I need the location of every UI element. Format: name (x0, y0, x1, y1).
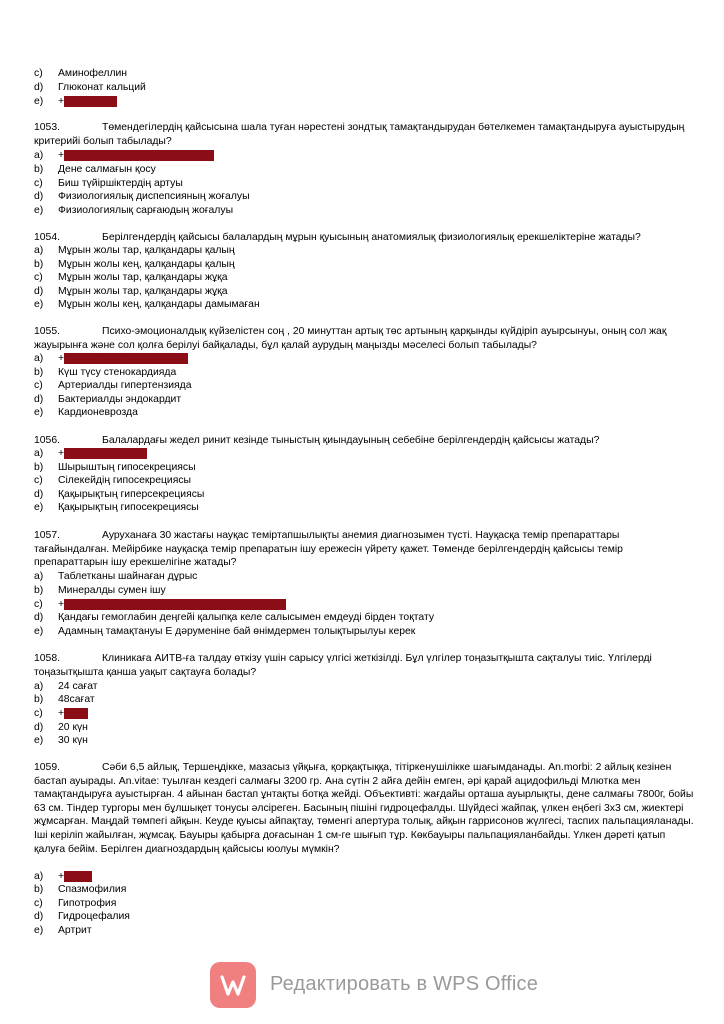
option-letter: a) (34, 245, 44, 256)
option-letter: e) (34, 626, 44, 637)
option-letter: a) (34, 871, 44, 882)
highlighted-answer: Миокард инфарктысында (64, 353, 189, 364)
option-letter: c) (34, 178, 43, 189)
answer-marker: + (58, 353, 65, 364)
option-text: Күш түсу стенокардияда (58, 367, 177, 378)
question-number: 1057. (34, 530, 61, 541)
option-text: Гипотрофия (58, 898, 117, 909)
option-letter: e) (34, 299, 44, 310)
highlighted-answer: Амброксол (64, 96, 118, 107)
option-text: Мұрын жолы тар, қалқандары жұқа (58, 272, 228, 283)
option-letter: c) (34, 599, 43, 610)
highlighted-answer: Таблетканы шайнамай түтікшемен жұту керек (64, 599, 287, 610)
option-letter: c) (34, 380, 43, 391)
option-letter: b) (34, 585, 44, 596)
option-text: 20 күн (58, 722, 88, 733)
wps-logo-icon (210, 962, 256, 1008)
option-text: Физиологиялық диспепсияның жоғалуы (58, 191, 250, 202)
option-letter: e) (34, 205, 44, 216)
question-1058 (34, 652, 694, 679)
option-text: Қақырықтың гиперсекрециясы (58, 489, 205, 500)
option-letter: b) (34, 367, 44, 378)
option-text: Кардионеврозда (58, 407, 138, 418)
option-letter: b) (34, 259, 44, 270)
answer-marker: + (58, 96, 65, 107)
option-letter: c) (34, 68, 43, 79)
option-text: Сілекейдің гипосекрециясы (58, 475, 192, 486)
option-text: Мұрын жолы тар, қалқандары жұқа (58, 286, 228, 297)
question-number: 1058. (34, 653, 61, 664)
option-text: 24 сағат (58, 681, 98, 692)
option-text: Шырыштың гипосекрециясы (58, 462, 196, 473)
option-letter: a) (34, 150, 44, 161)
option-letter: d) (34, 82, 44, 93)
option-letter: b) (34, 884, 44, 895)
answer-marker: + (58, 150, 65, 161)
highlighted-answer: Сору рефлексінің пайда болуы (64, 150, 214, 161)
question-1054 (34, 231, 694, 245)
option-letter: d) (34, 612, 44, 623)
option-letter: b) (34, 462, 44, 473)
answer-marker: + (58, 708, 65, 719)
option-letter: e) (34, 925, 44, 936)
option-text: Гидроцефалия (58, 911, 130, 922)
option-letter: d) (34, 191, 44, 202)
option-text: Минералды сумен ішу (58, 585, 166, 596)
option-letter: d) (34, 911, 44, 922)
edit-in-wps-button[interactable] (210, 962, 540, 1008)
option-letter: b) (34, 694, 44, 705)
option-text: Мұрын жолы кең, қалқандары дамымаған (58, 299, 260, 310)
option-letter: c) (34, 475, 43, 486)
option-text: Бактериалды эндокардит (58, 394, 182, 405)
option-text: Дене салмағын қосу (58, 164, 156, 175)
question-number: 1056. (34, 435, 61, 446)
question-1057 (34, 529, 694, 570)
option-text: 48сағат (58, 694, 95, 705)
option-letter: a) (34, 353, 44, 364)
option-text: Артрит (58, 925, 92, 936)
option-text: Биш түйіршіктердің артуы (58, 178, 183, 189)
question-text: Психо-эмоционалдық күйзелістен соң , 20 минуттан артық төс артының қарқынды күйдіріп ауырсынуы, оның сол жақ жауырынға және сол қолға берілуі байқалады, бұл қалай аурудың маңызды мәселесі болып табылады? (34, 326, 667, 351)
option-text: 30 күн (58, 735, 88, 746)
question-text: Ауруханаға 30 жастағы науқас теміртапшылықты анемия диагнозымен түсті. Науқасқа темір препараттары тағайындалған. Мейірбике науқасқа темір препаратын ішу ережесін үйрету қажет. Төменде берілгендердің қайсысы темір препараттарын ішу ерекшелігіне жатады? (34, 530, 623, 569)
question-1055 (34, 325, 694, 352)
option-letter: e) (34, 407, 44, 418)
option-letter: d) (34, 489, 44, 500)
question-1053 (34, 121, 694, 148)
question-number: 1053. (34, 122, 61, 133)
option-text: Артериалды гипертензияда (58, 380, 192, 391)
question-text: Клиникаға АИТВ-ға талдау өткізу үшін сарысу үлгісі жеткізілді. Бұл үлгілер тоңазытқышта сақталуы тиіс. Үлгілерді тоңазытқышта қанша уақыт сақтауға болады? (34, 653, 652, 678)
option-letter: c) (34, 708, 43, 719)
option-text: Аминофеллин (58, 68, 128, 79)
question-text: Балалардағы жедел ринит кезінде тыныстың қиындауының себебіне берілгендердің қайсысы жатады? (102, 435, 600, 446)
option-text: Адамның тамақтануы Е дәруменіне бай өнімдермен толықтырылуы керек (58, 626, 416, 637)
option-text: Мұрын жолы кең, қалқандары қалың (58, 259, 235, 270)
option-letter: a) (34, 448, 44, 459)
question-text: Төмендегілердің қайсысына шала туған нәрестені зондтық тамақтандырудан бөтелкемен тамақтандыруға ауыстырудың критерийі болып табылады? (34, 122, 685, 147)
option-text: Спазмофилия (58, 884, 127, 895)
option-letter: d) (34, 722, 44, 733)
option-letter: e) (34, 502, 44, 513)
option-letter: a) (34, 571, 44, 582)
answer-marker: + (58, 448, 65, 459)
option-text: Физиологиялық сарғаюдың жоғалуы (58, 205, 234, 216)
wps-edit-label: Редактировать в WPS Office (270, 973, 539, 996)
option-letter: e) (34, 735, 44, 746)
answer-marker: + (58, 599, 65, 610)
option-text: Қандағы гемоглабин деңгейі қалыпқа келе салысымен емдеуді бірден тоқтату (58, 612, 435, 623)
option-text: Таблетканы шайнаған дұрыс (58, 571, 198, 582)
option-letter: d) (34, 394, 44, 405)
highlighted-answer: 7 күн (64, 708, 89, 719)
option-letter: d) (34, 286, 44, 297)
option-letter: c) (34, 898, 43, 909)
option-text: Глюконат кальций (58, 82, 146, 93)
question-text: Берілгендердің қайсысы балалардың мұрын қуысының анатомиялық физиологиялық ерекшеліктеріне жатады? (102, 232, 641, 243)
option-text: Қақырықтың гипосекрециясы (58, 502, 199, 513)
question-text: Сәби 6,5 айлық, Тершеңдікке, мазасыз үйқыға, қорқақтыққа, тітіркенушілікке шағымданады. An.morbi: 2 айлық кезінен бастап ауырады. An.vitae: туылған кездегі салмағы 3200 гр. Ана сүтін 2 айға дейін емген, әрі қарай ацидофильді Млютка мен тамақтандыруға ауыстырған. 4 айынан бастап ұнтақты ботқа жейді. Объективті: жағдайы орташа ауырлықты, дене салмағы 7800г, бойы 63 см. Тіндер тургоры мен бұлшықет тонусы әлсіреген. Басының пішіні гидроцефалды. Шүйдесі жайпақ, үлкен еңбегі 3х3 см, жиектері жұмсарған. Маңдай төмпегі айқын. Кеуде қуысы айпақтау, төменгі апертура толық, айқын гаррисонов жүлгесі, таспих пальпацияланады. Іші керіліп жайылған, жұмсақ. Бауыры қабырға доғасынан 1 см-ге шығып тұр. Көкбауыры пальпацияланбайды. Үлкен дәреті қатып қалуға бейім. Берілген диагноздардың қайсысы юолуы мүмкін? (34, 762, 694, 855)
option-letter: b) (34, 164, 44, 175)
option-text: Мұрын жолы тар, қалқандары қалың (58, 245, 235, 256)
answer-marker: + (58, 871, 65, 882)
question-1056 (34, 434, 694, 448)
option-letter: c) (34, 272, 43, 283)
question-number: 1054. (34, 232, 61, 243)
question-number: 1059. (34, 762, 61, 773)
question-number: 1055. (34, 326, 61, 337)
option-letter: a) (34, 681, 44, 692)
highlighted-answer: Рахит (64, 871, 93, 882)
question-1059 (34, 761, 694, 856)
option-letter: e) (34, 96, 44, 107)
highlighted-answer: Шырыштың ісінуі (64, 448, 147, 459)
